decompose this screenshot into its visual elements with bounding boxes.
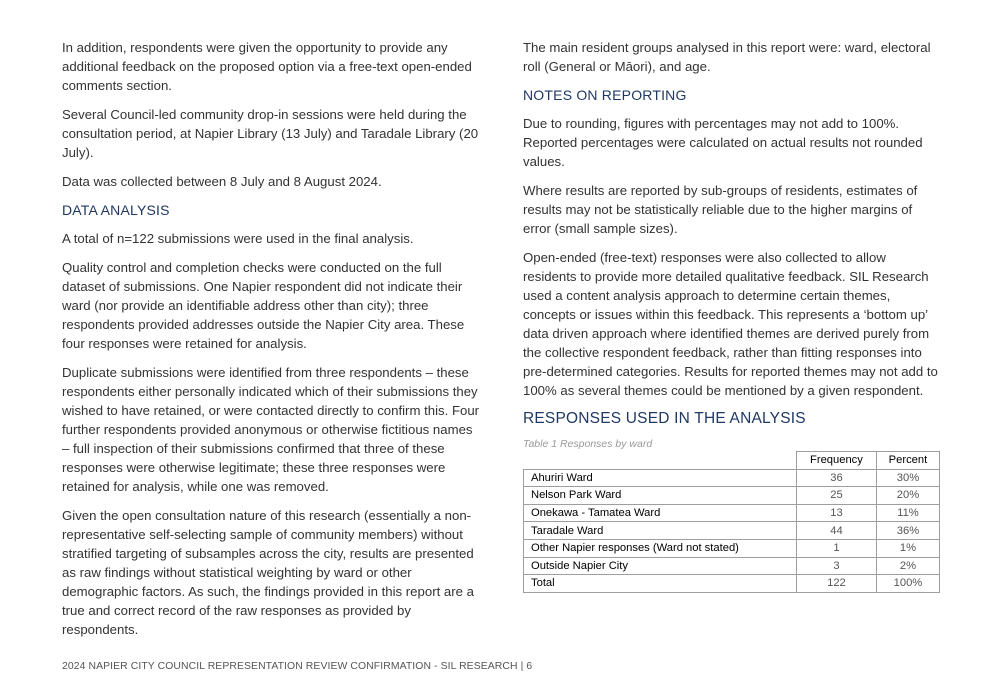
paragraph-resident-groups: The main resident groups analysed in this report were: ward, electoral roll (General or Māori), and age.: [523, 40, 931, 74]
table-header-percent: Percent: [876, 452, 939, 470]
table-row: [524, 539, 940, 557]
row-percent: 1%: [876, 539, 939, 557]
heading-responses-used: RESPONSES USED IN THE ANALYSIS: [523, 410, 806, 427]
row-percent: 36%: [876, 522, 939, 540]
row-label: Taradale Ward: [524, 522, 797, 540]
heading-data-analysis: DATA ANALYSIS: [62, 202, 170, 218]
row-label: Onekawa - Tamatea Ward: [524, 504, 797, 522]
table-row-total: [524, 575, 940, 593]
paragraph-collection-dates: Data was collected between 8 July and 8 August 2024.: [62, 174, 382, 189]
table-header-frequency: Frequency: [797, 452, 877, 470]
paragraph-rounding: Due to rounding, figures with percentages may not add to 100%. Reported percentages were calculated on actual results not rounded values.: [523, 116, 923, 169]
row-percent: 100%: [876, 575, 939, 593]
paragraph-weighting: Given the open consultation nature of this research (essentially a non-representative self-selecting sample of community members) without stratified targeting of subsamples across the city, results are presented as raw findings without statistical weighting by ward or other demographic factors. As such, the findings provided in this report are a true and correct record of the raw responses as provided by respondents.: [62, 508, 474, 637]
paragraph-drop-in: Several Council-led community drop-in sessions were held during the consultation period, at Napier Library (13 July) and Taradale Library (20 July).: [62, 107, 479, 160]
table-row: [524, 469, 940, 487]
row-label: Outside Napier City: [524, 557, 797, 575]
row-label: Ahuriri Ward: [524, 469, 797, 487]
paragraph-subgroups: Where results are reported by sub-groups of residents, estimates of results may not be statistically reliable due to the higher margins of error (small sample sizes).: [523, 183, 918, 236]
row-frequency: 1: [797, 539, 877, 557]
table-row: [524, 557, 940, 575]
row-label: Nelson Park Ward: [524, 487, 797, 505]
right-column: [523, 38, 943, 593]
page-footer: 2024 NAPIER CITY COUNCIL REPRESENTATION REVIEW CONFIRMATION - SIL RESEARCH | 6: [62, 661, 533, 672]
row-frequency: 36: [797, 469, 877, 487]
row-frequency: 122: [797, 575, 877, 593]
paragraph-quality-control: Quality control and completion checks were conducted on the full dataset of submissions. One Napier respondent did not indicate their ward (nor provide an identifiable address other than city); three respondents provided addresses outside the Napier City area. These four responses were retained for analysis.: [62, 260, 465, 351]
row-percent: 20%: [876, 487, 939, 505]
row-label: Other Napier responses (Ward not stated): [524, 539, 797, 557]
table-header-row: [524, 452, 940, 470]
row-label: Total: [524, 575, 797, 593]
paragraph-total: A total of n=122 submissions were used in the final analysis.: [62, 231, 414, 246]
row-frequency: 25: [797, 487, 877, 505]
paragraph-duplicates: Duplicate submissions were identified from three respondents – these respondents either personally indicated which of their submissions they wished to have retained, or were contacted directly to confirm this. Four further respondents provided anonymous or otherwise fictitious names – full inspection of their submissions confirmed that three of these responses were otherwise legitimate; these three responses were retained for analysis, while one was removed.: [62, 365, 480, 494]
row-frequency: 44: [797, 522, 877, 540]
row-percent: 11%: [876, 504, 939, 522]
table-header-blank: [524, 452, 797, 470]
row-frequency: 3: [797, 557, 877, 575]
row-frequency: 13: [797, 504, 877, 522]
heading-notes-on-reporting: NOTES ON REPORTING: [523, 87, 687, 103]
table-row: [524, 522, 940, 540]
row-percent: 30%: [876, 469, 939, 487]
left-column: [62, 38, 482, 649]
table-caption: Table 1 Responses by ward: [523, 438, 653, 450]
responses-by-ward-table: [523, 451, 940, 593]
table-row: [524, 504, 940, 522]
table-row: [524, 487, 940, 505]
paragraph-open-ended: Open-ended (free-text) responses were also collected to allow residents to provide more detailed qualitative feedback. SIL Research used a content analysis approach to determine certain themes, concepts or issues within this feedback. This represents a ‘bottom up’ data driven approach where identified themes are derived purely from the collective respondent feedback, rather than fitting responses into pre-determined categories. Results for reported themes may not add to 100% as several themes could be mentioned by a given respondent.: [523, 250, 938, 398]
paragraph-feedback: In addition, respondents were given the opportunity to provide any additional feedback on the proposed option via a free-text open-ended comments section.: [62, 40, 472, 93]
row-percent: 2%: [876, 557, 939, 575]
